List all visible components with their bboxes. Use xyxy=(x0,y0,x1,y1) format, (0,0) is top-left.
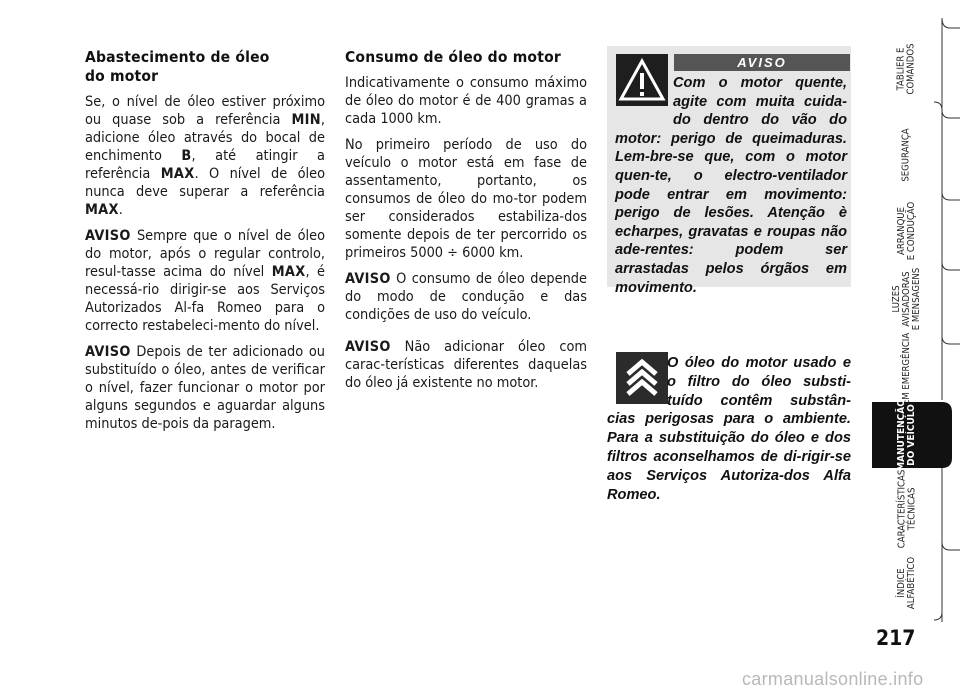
tab-label: ÍNDICE ALFABÉTICO xyxy=(895,556,917,610)
heading-line-2: do motor xyxy=(85,67,159,85)
tab-seguranca[interactable] xyxy=(872,118,960,192)
heading-line-1: Abastecimento de óleo xyxy=(85,48,270,66)
chapter-tab-rail xyxy=(872,0,960,692)
paragraph-aviso-2 xyxy=(85,343,325,433)
section-heading-oil-refill xyxy=(85,48,325,86)
environment-text xyxy=(607,354,851,504)
tab-label: EM EMERGÊNCIA xyxy=(901,332,913,406)
tab-label: CARACTERÍSTICAS TÉCNICAS xyxy=(896,469,917,549)
tab-label: LUZES AVISADORAS E MENSAGENS xyxy=(891,267,922,331)
paragraph-aviso-1 xyxy=(85,227,325,335)
paragraph-aviso-3 xyxy=(345,270,587,324)
tab-indice[interactable] xyxy=(872,550,960,616)
warning-text-content: Com o motor quente, agite com muita cuida-do dentro do vão do motor: perigo de queimaduras. Lem-bre-se que, com o motor quen-te, o electro-ventilador pode entrar em movimento: perigo de lesões. Atenção è echarpes, gravatas e roupas não ade-rentes: podem ser arrastadas pelos órgãos em movimento. xyxy=(615,75,847,296)
aviso-label: AVISO xyxy=(85,228,131,244)
text: Depois de ter adicionado ou substituído o óleo, antes de verificar o nível, fazer funcionar o motor por alguns segundos e aguardar alguns minutos de-pois da paragem. xyxy=(85,344,325,432)
paragraph-oil-refill xyxy=(85,93,325,219)
tab-luzes[interactable] xyxy=(872,262,960,336)
text: , adicione óleo através do bocal de enchimento xyxy=(85,112,325,164)
paragraph-consumption: Indicativamente o consumo máximo de óleo do motor é de 400 gramas a cada 1000 km. xyxy=(345,75,587,127)
environment-box xyxy=(607,346,851,508)
ref-min: MIN xyxy=(291,112,321,128)
footer-watermark: carmanualsonline.info xyxy=(742,669,924,689)
tab-manutencao[interactable] xyxy=(872,399,960,471)
tab-label: MANUTENÇÃO DO VEÍCULO xyxy=(896,399,917,471)
tab-caracteristicas[interactable] xyxy=(872,468,960,550)
tab-tablier[interactable] xyxy=(872,28,960,110)
aviso-label: AVISO xyxy=(85,344,131,360)
ref-max: MAX xyxy=(160,166,195,182)
middle-column xyxy=(345,48,587,400)
text: Sempre que o nível de óleo do motor, após o regular controlo, resul-tasse acima do nível xyxy=(85,228,325,280)
text: . xyxy=(118,202,123,218)
ref-b: B xyxy=(181,148,192,164)
paragraph-aviso-4 xyxy=(345,338,587,392)
warning-box xyxy=(607,46,851,296)
page-number: 217 xyxy=(876,626,916,650)
section-heading-oil-consumption: Consumo de óleo do motor xyxy=(345,48,561,66)
ref-max: MAX xyxy=(271,264,306,280)
aviso-label: AVISO xyxy=(345,339,391,355)
text: Se, o nível de óleo estiver próximo ou quase sob a referência xyxy=(85,94,325,128)
paragraph-break-in: No primeiro período de uso do veículo o motor está em fase de assentamento, portanto, os consumos de óleo do mo-tor podem ser considerados estabiliza-dos somente depois de ter percorrido os primeiros 5000 ÷ 6000 km. xyxy=(345,137,587,261)
text: . O nível de óleo nunca deve superar a referência xyxy=(85,166,325,200)
tab-label: SEGURANÇA xyxy=(901,128,912,182)
text: Não adicionar óleo com carac-terísticas diferentes daquelas do óleo já existente no motor. xyxy=(345,339,587,391)
aviso-title: AVISO xyxy=(674,54,850,71)
aviso-label: AVISO xyxy=(345,271,391,287)
text: O consumo de óleo depende do modo de condução e das condições de uso do veículo. xyxy=(345,271,587,323)
environment-text-content: O óleo do motor usado e o filtro do óleo substi-tuído contêm substân-cias perigosas para o ambiente. Para a substituição do óleo e dos filtros aconselhamos de di-rigir-se aos Serviços Autoriza-dos Alfa Romeo. xyxy=(607,355,851,503)
tab-label: ARRANQUE E CONDUÇÃO xyxy=(895,201,917,261)
left-column xyxy=(85,48,325,441)
text: , até atingir a referência xyxy=(85,148,325,182)
ref-max: MAX xyxy=(85,202,119,218)
text: , é necessá-rio dirigir-se aos Serviços Autorizados Al-fa Romeo para o correcto restabeleci-mento do nível. xyxy=(85,264,325,334)
tab-label: TABLIER E COMANDOS xyxy=(895,43,917,95)
tab-emergencia[interactable] xyxy=(872,332,960,406)
tab-arranque[interactable] xyxy=(872,200,960,262)
warning-text xyxy=(615,74,847,297)
